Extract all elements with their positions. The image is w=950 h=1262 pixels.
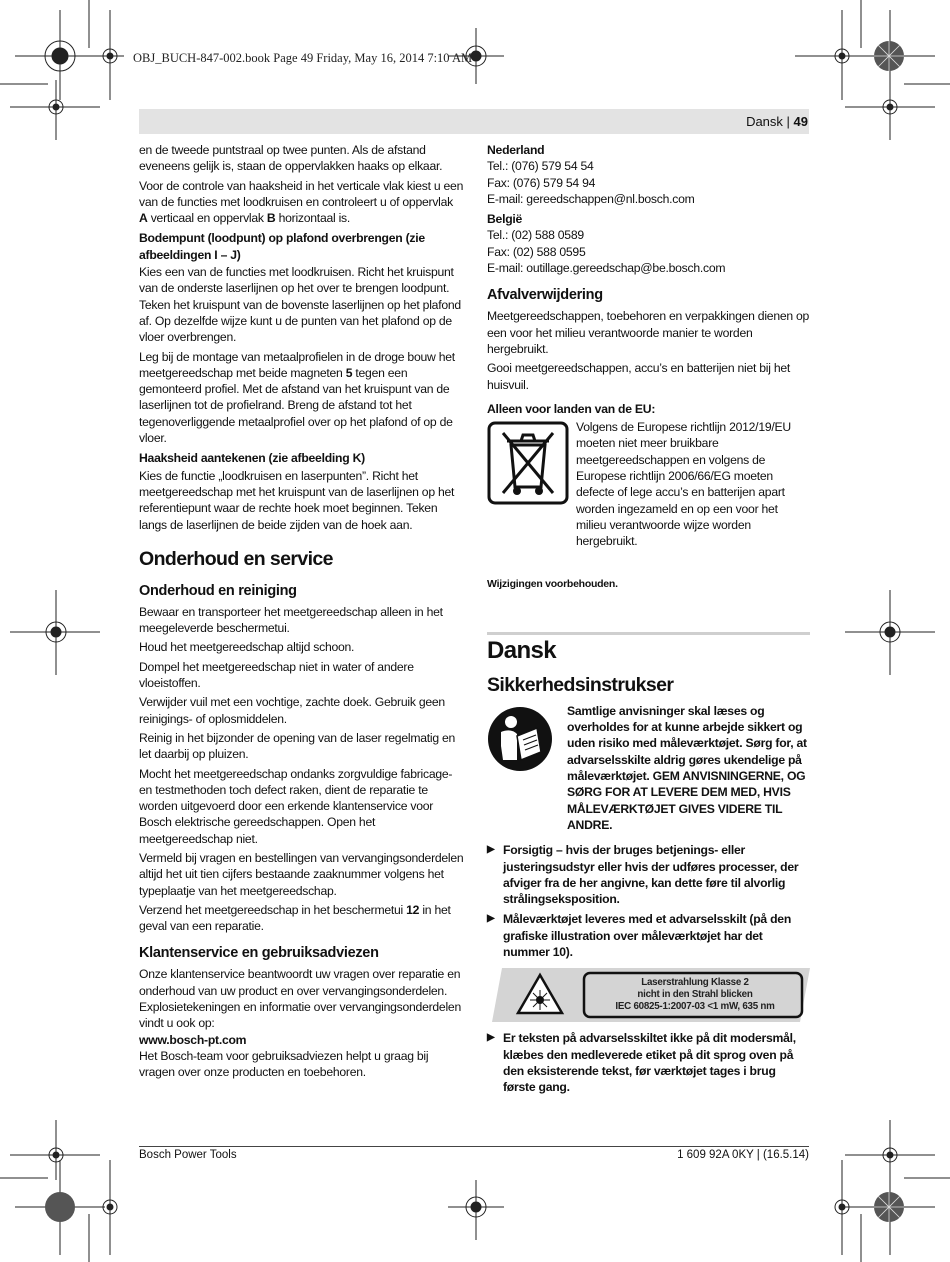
fax-be: Fax: (02) 588 0595 — [487, 244, 586, 259]
safety-intro-text: Samtlige anvisninger skal læses og overholdes for at kunne arbejde sikkert og uden risiko med måleværktøjet. Sørg for, at advarselsskilte aldrig gøres ukendelige på måleværktøjet. GEM ANVISNINGERNE, OG SØRG FOR AT LEVERE DEM MED, HVIS MÅLEVÆRKTØJET GIVES VIDERE TIL ANDRE. — [567, 703, 807, 832]
footer-brand: Bosch Power Tools — [139, 1149, 237, 1161]
section-heading: Alleen voor landen van de EU: — [487, 401, 656, 416]
left-column — [139, 142, 464, 1084]
paragraph: Verzend het meetgereedschap in het beschermetui 12 in het geval van een reparatie. — [139, 902, 451, 934]
language-heading: Dansk — [487, 636, 557, 664]
laser-label-text: Laserstrahlung Klasse 2 nicht in den Strahl blicken IEC 60825-1:2007-03 <1 mW, 635 nm — [615, 977, 775, 1013]
paragraph: en de tweede puntstraal op twee punten. Als de afstand eveneens gelijk is, staan de oppervlakken haaks op elkaar. — [139, 143, 443, 174]
printer-line: OBJ_BUCH-847-002.book Page 49 Friday, May 16, 2014 7:10 AM — [133, 51, 473, 65]
language-divider — [487, 632, 810, 665]
laser-warning-label — [492, 968, 810, 1022]
footer-docnumber: 1 609 92A 0KY | (16.5.14) — [677, 1149, 809, 1161]
country-title-be: België — [487, 212, 523, 227]
crop-mark-icon — [10, 80, 100, 140]
bullet-arrow-icon: ▶ — [487, 1032, 495, 1044]
list-item: ▶ Måleværktøjet leveres med et advarselsskilt (på den grafiske illustration over måleværktøjet har det nummer 10). — [487, 912, 792, 959]
paragraph: Gooi meetgereedschappen, accu’s en batterijen niet bij het huisvuil. — [487, 361, 791, 392]
paragraph: Verwijder vuil met een vochtige, zachte doek. Gebruik geen reinigings- of oplosmiddelen. — [139, 695, 445, 726]
paragraph: Dompel het meetgereedschap niet in water of andere vloeistoffen. — [139, 659, 414, 691]
safety-intro — [487, 703, 810, 837]
paragraph: Vermeld bij vragen en bestellingen van vervangingsonderdelen altijd het uit tien cijfers bestaande zaaknummer volgens het typeplaatje van het meetgereedschap. — [139, 850, 464, 898]
right-column — [487, 142, 810, 1099]
phone-be: Tel.: (02) 588 0589 — [487, 228, 584, 243]
crop-mark-icon — [845, 80, 935, 140]
crop-mark-icon — [10, 590, 100, 675]
paragraph: Houd het meetgereedschap altijd schoon. — [139, 640, 355, 655]
email-be[interactable]: E-mail: outillage.gereedschap@be.bosch.com — [487, 261, 726, 276]
crop-mark-icon — [10, 1120, 100, 1180]
crop-mark-icon — [795, 10, 849, 100]
running-header — [746, 114, 808, 129]
header-separator: | — [782, 114, 794, 129]
fax-nl: Fax: (076) 579 54 94 — [487, 175, 596, 190]
chapter-heading: Onderhoud en service — [139, 547, 333, 570]
page-number: 49 — [793, 114, 808, 129]
paragraph: Voor de controle van haaksheid in het verticale vlak kiest u een van de functies met loodkruisen en controleert u of oppervlak A verticaal en oppervlak B horizontaal is. — [139, 178, 464, 226]
website-link[interactable]: www.bosch-pt.com — [139, 1032, 247, 1047]
paragraph: Bewaar en transporteer het meetgereedschap alleen in het meegeleverde beschermetui. — [139, 604, 443, 636]
bullet-arrow-icon: ▶ — [487, 913, 495, 925]
chapter-heading: Sikkerhedsinstrukser — [487, 673, 674, 696]
crop-mark-icon — [0, 0, 89, 84]
disclaimer: Wijzigingen voorbehouden. — [487, 577, 618, 590]
paragraph: Leg bij de montage van metaalprofielen in de droge bouw het meetgereedschap met beide magneten 5 tegen een gemonteerd profiel. Met de afstand van het kruispunt van de laserlijnen tot de profielrand. Breng de afstand tot het tegenoverliggende metaalprofiel over op het plafond of op de vloer. — [139, 349, 455, 446]
country-title-nl: Nederland — [487, 143, 545, 157]
paragraph: Kies de functie „loodkruisen en laserpunten”. Richt het meetgereedschap met het kruispunt van de laserlijnen op het referentiepunt waar de rechte hoek moet beginnen. Teken langs de laserlijnen de beide zijden van de hoek aan. — [139, 468, 455, 532]
list-item: ▶ Er teksten på advarselsskiltet ikke på dit modersmål, klæbes den medleverede etiket på dit sprog oven på den eksisterende tekst, før værktøjet tages i brug første gang. — [487, 1031, 796, 1095]
paragraph: Reinig in het bijzonder de opening van de laser regelmatig en let daarbij op pluizen. — [139, 730, 456, 762]
header-language: Dansk — [746, 114, 783, 129]
crop-mark-icon — [96, 10, 124, 100]
phone-nl: Tel.: (076) 579 54 54 — [487, 159, 594, 174]
section-heading: Klantenservice en gebruiksadviezen — [139, 945, 379, 962]
paragraph: Het Bosch-team voor gebruiksadviezen helpt u graag bij vragen over onze producten en toebehoren. — [139, 1048, 429, 1080]
crop-mark-icon — [103, 1160, 117, 1255]
section-heading: Haaksheid aantekenen (zie afbeelding K) — [139, 451, 365, 466]
list-item: ▶ Forsigtig – hvis der bruges betjenings- eller justeringsudstyr eller hvis der udføres processer, der afviger fra de her angivne, kan dette føre til alvorlig strålingseksposition. — [487, 843, 799, 907]
crop-mark-icon — [845, 590, 935, 675]
paragraph: Onze klantenservice beantwoordt uw vragen over reparatie en onderhoud van uw product en over vervangingsonderdelen. Explosietekeningen en informatie over vervangingsonderdelen vindt u ook op: — [139, 967, 461, 1031]
section-heading: Bodempunt (loodpunt) op plafond overbrengen (zie afbeeldingen I – J) — [139, 231, 425, 262]
section-heading: Afvalverwijdering — [487, 287, 603, 304]
footer-rule — [139, 1146, 809, 1147]
email-nl[interactable]: E-mail: gereedschappen@nl.bosch.com — [487, 191, 695, 206]
crossed-wheelie-bin-icon — [487, 421, 569, 505]
section-heading: Onderhoud en reiniging — [139, 582, 297, 599]
header-band — [139, 109, 809, 134]
paragraph: Meetgereedschappen, toebehoren en verpakkingen dienen op een voor het milieu verantwoorde manier te worden hergebruikt. — [487, 309, 810, 356]
paragraph: Volgens de Europese richtlijn 2012/19/EU moeten niet meer bruikbare meetgereedschappen en volgens de Europese richtlijn 2006/66/EG moeten defecte of lege accu’s en batterijen apart worden ingezameld en op een voor het milieu verantwoorde wijze worden hergebruikt. — [576, 420, 791, 549]
crop-mark-icon — [448, 1180, 504, 1240]
eu-disposal-block — [487, 419, 810, 549]
crop-mark-icon — [15, 10, 105, 100]
bullet-arrow-icon: ▶ — [487, 844, 495, 856]
paragraph: Kies een van de functies met loodkruisen. Richt het kruispunt van de onderste laserlijnen op het over te brengen loodpunt. Teken het kruispunt van de bovenste laserlijnen op het plafond af. Op dezelfde wijze kunt u de punten van het plafond op de vloer overbrengen. — [139, 265, 461, 345]
read-manual-icon — [487, 706, 553, 772]
paragraph: Mocht het meetgereedschap ondanks zorgvuldige fabricage- en testmethoden toch defect raken, dient de reparatie te worden uitgevoerd door een erkende klantenservice voor Bosch elektrische gereedschappen. Open het meetgereedschap niet. — [139, 766, 453, 846]
